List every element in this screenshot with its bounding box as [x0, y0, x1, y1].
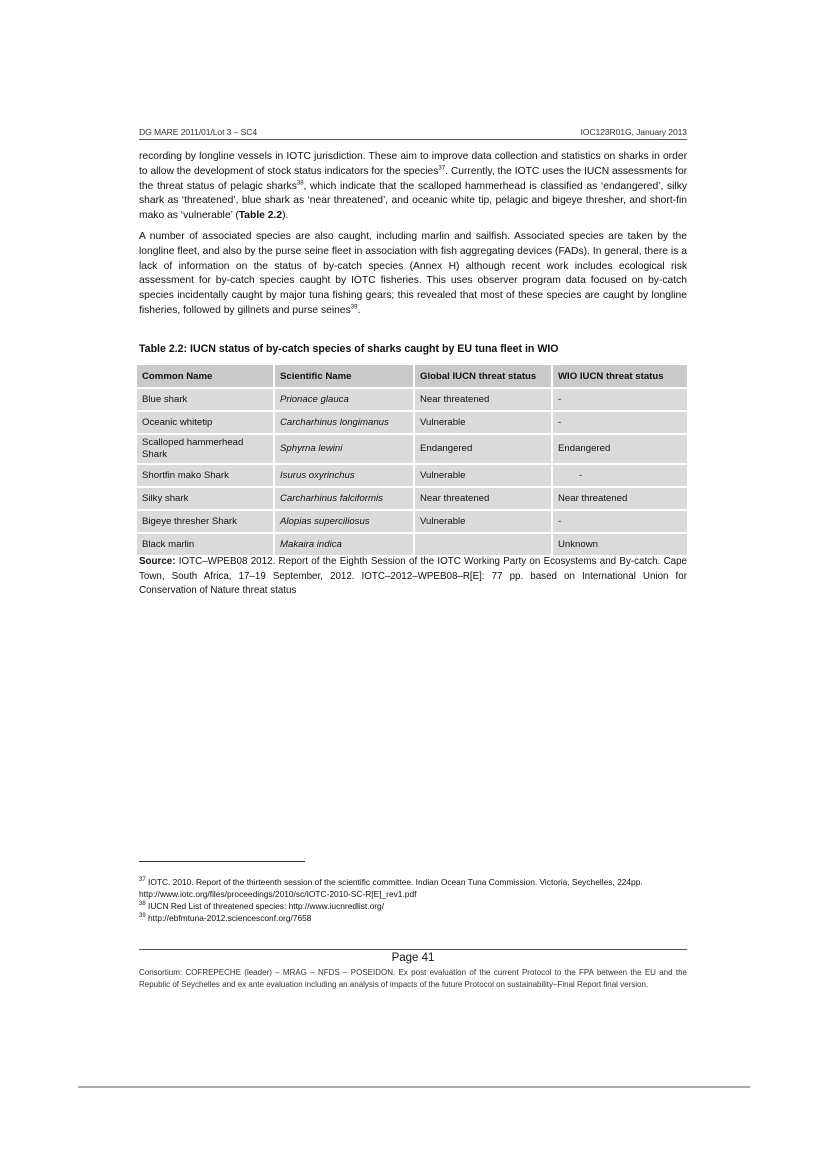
paragraph-1-text-a: recording by longline vessels in IOTC jurisdiction. These aim to improve data collection and statistics on sharks in order to allow the development of stock status indicators for the species [139, 151, 687, 177]
footnote-text: IUCN Red List of threatened species: http://www.iucnredlist.org/ [145, 901, 385, 912]
table-cell: Endangered [414, 434, 552, 464]
source-text: IOTC–WPEB08 2012. Report of the Eighth Session of the IOTC Working Party on Ecosystems and By-catch. Cape Town, South Africa, 17–19 September, 2012. IOTC–2012–WPEB08–R[E]: 77 pp. based on International Union for Conservation of Nature threat status [139, 556, 687, 596]
table-cell [414, 533, 552, 556]
footer-text: Consortium: COFREPECHE (leader) – MRAG – NFDS – POSEIDON. Ex post evaluation of the current Protocol to the FPA between the EU and the Republic of Seychelles and ex ante evaluation including an analysis of impacts of the future Protocol on sustainability–Final Report final version. [139, 968, 687, 989]
footnote-text: http://ebfmtuna-2012.sciencesconf.org/7658 [145, 913, 312, 924]
table-cell: Near threatened [552, 487, 687, 510]
table-cell: Blue shark [137, 388, 274, 411]
paragraph-1-text-b: . Currently, the IOTC uses the IUCN assessments for the threat status of pelagic sharks [139, 165, 687, 192]
footnote-38 [139, 900, 687, 912]
footnote-37 [139, 876, 687, 900]
table-row [137, 434, 687, 464]
table-header-row [137, 365, 687, 388]
table-cell: Vulnerable [414, 411, 552, 434]
table-cell: Prionace glauca [274, 388, 414, 411]
table-row [137, 487, 687, 510]
table-row [137, 411, 687, 434]
footnote-ref-37[interactable]: 37 [438, 165, 446, 172]
table-reference[interactable]: Table 2.2 [238, 210, 283, 222]
footnote-number: 37 [139, 877, 146, 884]
table-cell: - [552, 510, 687, 533]
page-bottom-divider [78, 1086, 750, 1088]
table-cell: Oceanic whitetip [137, 411, 274, 434]
body-text [139, 150, 687, 325]
table-cell: Vulnerable [414, 510, 552, 533]
table-row [137, 464, 687, 487]
table-cell: Sphyrna lewini [274, 434, 414, 464]
paragraph-2 [139, 230, 687, 319]
footnote-ref-38[interactable]: 38 [296, 180, 304, 187]
table-cell: Unknown [552, 533, 687, 556]
table-cell: Alopias superciliosus [274, 510, 414, 533]
table-cell: Bigeye thresher Shark [137, 510, 274, 533]
column-header: Global IUCN threat status [414, 365, 552, 388]
footnote-number: 38 [139, 901, 146, 908]
footnote-39 [139, 912, 687, 924]
table-cell: Scalloped hammerhead Shark [137, 434, 274, 464]
footnote-divider [139, 861, 305, 862]
page-number: Page 41 [391, 952, 435, 964]
header-left: DG MARE 2011/01/Lot 3 – SC4 [139, 127, 257, 137]
column-header: WIO IUCN threat status [552, 365, 687, 388]
table-cell: Endangered [552, 434, 687, 464]
table-cell: Shortfin mako Shark [137, 464, 274, 487]
table-cell: Near threatened [414, 487, 552, 510]
table-source [139, 555, 687, 599]
table-row [137, 510, 687, 533]
footnotes [139, 876, 687, 924]
footnote-ref-39[interactable]: 39 [350, 304, 358, 311]
table-cell: Near threatened [414, 388, 552, 411]
table-cell: Vulnerable [414, 464, 552, 487]
table-cell: Carcharhinus falciformis [274, 487, 414, 510]
paragraph-2-text-a: A number of associated species are also caught, including marlin and sailfish. Associated species are taken by the longline fleet, and also by the purse seine fleet in association with fish aggregating devices (FADs). In general, there is a lack of information on the status of by-catch species (Annex H) although recent work includes ecological risk assessment for by-catch species caught by IOTC fisheries. This uses observer program data focused on by-catch species incidentally caught by major tuna fishing gears; this revealed that most of these species are caught by longline fisheries, followed by gillnets and purse seines [139, 230, 687, 316]
column-header: Common Name [137, 365, 274, 388]
table-cell: Silky shark [137, 487, 274, 510]
running-header [139, 127, 687, 140]
footnote-number: 39 [139, 913, 146, 920]
footnote-text: IOTC. 2010. Report of the thirteenth session of the scientific committee. Indian Ocean Tuna Commission. Victoria, Seychelles, 224pp. http://www.iotc.org/files/proceedings/2010/sc/IOTC-2010-SC-R[E]_rev1.pdf [139, 877, 643, 900]
table-cell: Carcharhinus longimanus [274, 411, 414, 434]
table-cell: Black marlin [137, 533, 274, 556]
iucn-status-table [137, 365, 687, 557]
table-title: Table 2.2: IUCN status of by-catch species of sharks caught by EU tuna fleet in WIO [139, 343, 559, 355]
table-row [137, 533, 687, 556]
paragraph-2-text-b: . [357, 304, 361, 316]
table-cell: - [552, 464, 687, 487]
source-label: Source: [139, 556, 176, 567]
paragraph-1 [139, 150, 687, 224]
column-header: Scientific Name [274, 365, 414, 388]
header-right: IOC123R01G, January 2013 [580, 127, 687, 137]
table-cell: Isurus oxyrinchus [274, 464, 414, 487]
table-cell: - [552, 388, 687, 411]
table-cell: Makaira indica [274, 533, 414, 556]
paragraph-1-text-d: ). [282, 210, 289, 222]
table-cell: - [552, 411, 687, 434]
footer-divider [139, 949, 687, 950]
paragraph-1-text-c: , which indicate that the scalloped hammerhead is classified as ‘endangered’, silky shark as ‘threatened’, blue shark as ‘near threatened’, and oceanic white tip, pelagic and bigeye thresher, and short-fin mako as ‘vulnerable’ ( [139, 180, 687, 222]
table-row [137, 388, 687, 411]
